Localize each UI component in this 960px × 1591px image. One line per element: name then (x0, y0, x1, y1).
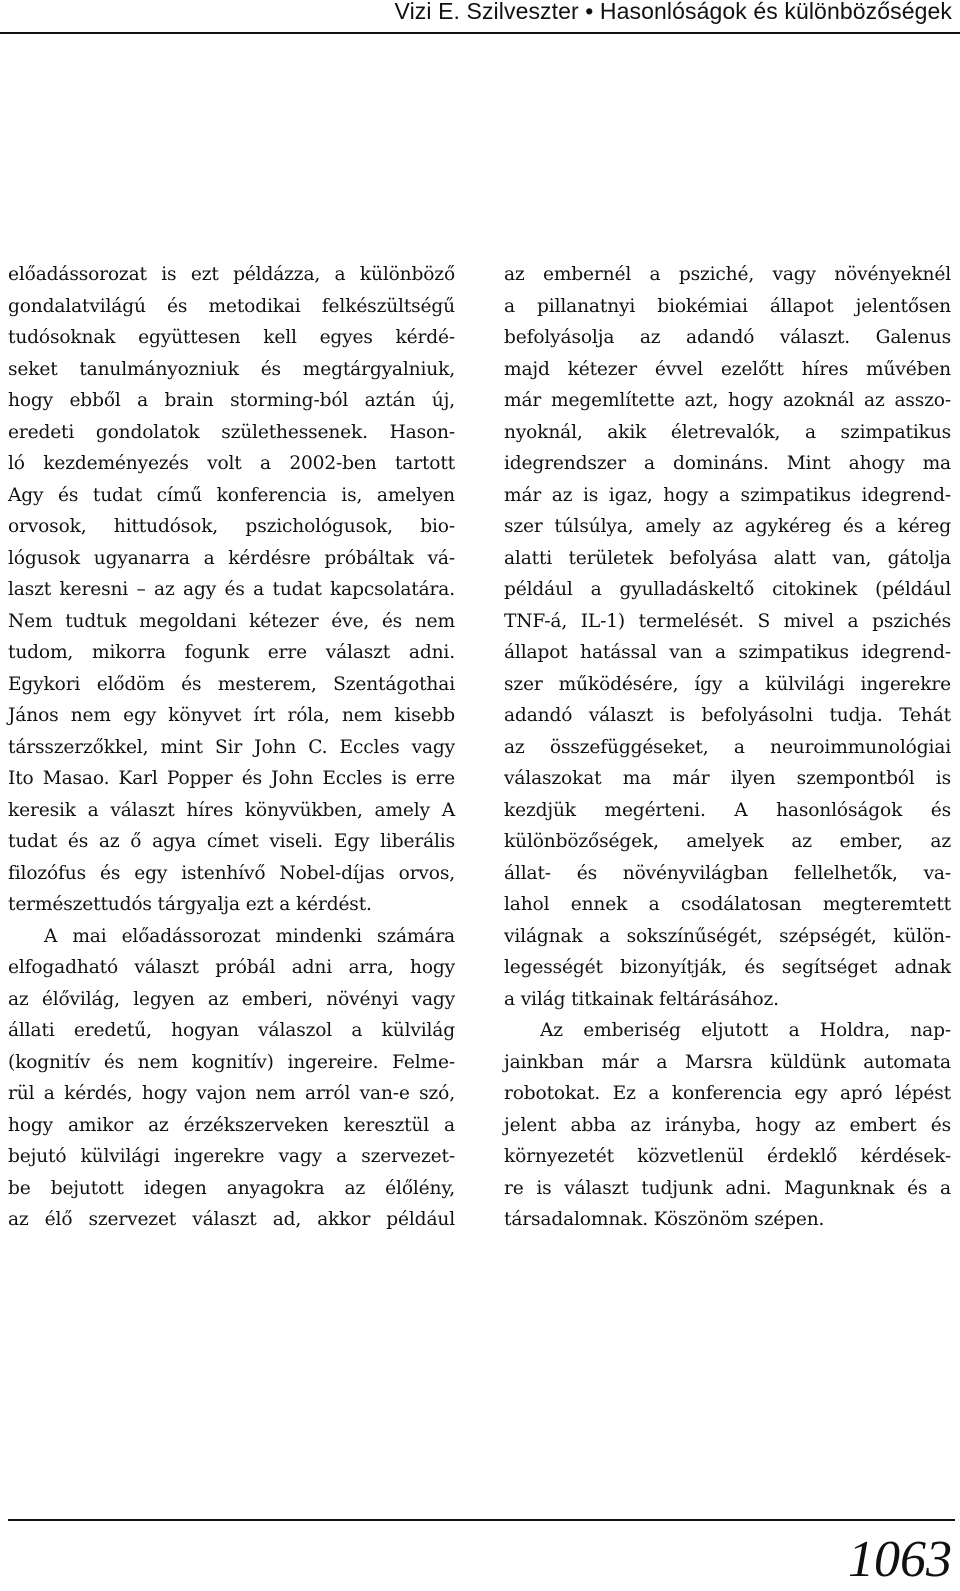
text-line: az embernél a psziché, vagy növényeknél (504, 264, 951, 285)
text-line: adandó választ is befolyásolni tudja. Tehát (504, 705, 951, 726)
text-line: eredeti gondolatok születhessenek. Hason- (8, 421, 455, 443)
text-line: Ito Masao. Karl Popper és John Eccles is erre (8, 768, 455, 789)
text-line: rül a kérdés, hogy vajon nem arról van-e szó, (8, 1083, 455, 1104)
running-title: Vizi E. Szilveszter • Hasonlóságok és különbözőségek (394, 0, 952, 24)
header-rule (0, 32, 960, 34)
text-line: Egykori elődöm és mesterem, Szentágothai (8, 673, 455, 695)
text-line: be bejutott idegen anyagokra az élőlény, (8, 1177, 455, 1199)
text-line: (kognitív és nem kognitív) ingereire. Felme- (8, 1051, 455, 1073)
text-line: ló kezdeményezés volt a 2002-ben tartott (8, 453, 455, 474)
text-line: az élővilág, legyen az emberi, növényi vagy (8, 988, 455, 1010)
text-line: környezetét közvetlenül érdeklő kérdések- (504, 1146, 951, 1167)
text-line: János nem egy könyvet írt róla, nem kisebb (8, 705, 455, 726)
text-line: már az is igaz, hogy a szimpatikus idegrend- (504, 484, 951, 506)
text-line: keresik a választ híres könyvükben, amely A (8, 799, 455, 821)
text-line: szer túlsúlya, amely az agykéreg és a kéreg (504, 516, 951, 537)
footer-rule (8, 1519, 955, 1521)
text-line: robotokat. Ez a konferencia egy apró lépést (504, 1083, 951, 1104)
text-line: társszerzőkkel, mint Sir John C. Eccles vagy (8, 736, 455, 758)
running-header (0, 0, 960, 30)
text-line: világnak a sokszínűségét, szépségét, külön- (504, 925, 951, 947)
text-line: jelent abba az irányba, hogy az embert és (504, 1114, 951, 1136)
text-line: már megemlítette azt, hogy azoknál az asszo- (504, 390, 951, 411)
text-line: a pillanatnyi biokémiai állapot jelentősen (504, 295, 951, 317)
text-line: lahol ennek a csodálatosan megteremtett (504, 894, 951, 915)
text-line: lógusok ugyanarra a kérdésre próbáltak vá- (8, 547, 455, 569)
text-line: majd kétezer évvel ezelőtt híres művében (504, 358, 951, 380)
text-line: legességét bizonyítják, és segítséget adnak (504, 957, 951, 978)
page-number: 1063 (848, 1531, 952, 1588)
text-line: jainkban már a Marsra küldünk automata (504, 1051, 951, 1073)
text-line: az összefüggéseket, a neuroimmunológiai (504, 736, 951, 758)
text-line: Nem tudtuk megoldani kétezer éve, és nem (8, 610, 455, 632)
paragraph-end-line: társadalomnak. Köszönöm szépen. (504, 1209, 825, 1230)
text-line: idegrendszer a domináns. Mint ahogy ma (504, 453, 951, 474)
text-line: kezdjük megérteni. A hasonlóságok és (504, 799, 951, 821)
text-line: nyoknál, akik életrevalók, a szimpatikus (504, 421, 951, 443)
text-line: elfogadható választ próbál adni arra, hogy (8, 957, 455, 978)
text-line: seket tanulmányozniuk és megtárgyalniuk, (8, 358, 455, 380)
text-line: Agy és tudat című konferencia is, amelyen (8, 484, 455, 506)
text-line: laszt keresni – az agy és a tudat kapcsolatára. (8, 579, 455, 600)
text-line: az élő szervezet választ ad, akkor például (8, 1209, 455, 1230)
right-column (504, 259, 951, 1236)
text-line: állat- és növényvilágban fellelhetők, va- (504, 862, 951, 884)
text-line: bejutó külvilági ingerekre vagy a szervezet- (8, 1146, 455, 1167)
text-line: előadássorozat is ezt példázza, a különböző (8, 264, 455, 285)
text-line: gondalatvilágú és metodikai felkészültségű (8, 295, 455, 317)
text-line: TNF-á, IL-1) termelését. S mivel a pszichés (504, 610, 951, 632)
text-line: hogy amikor az érzékszerveken keresztül a (8, 1114, 455, 1136)
text-line: tudósoknak együttesen kell egyes kérdé- (8, 327, 455, 348)
text-line: tudat és az ő agya címet viseli. Egy liberális (8, 831, 455, 852)
text-line: állapot hatással van a szimpatikus idegrend- (504, 642, 951, 663)
paragraph-end-line: a világ titkainak feltárásához. (504, 988, 779, 1010)
left-column (8, 259, 455, 1236)
paragraph-end-line: természettudós tárgyalja ezt a kérdést. (8, 894, 372, 915)
text-line: szer működésére, így a külvilági ingerekre (504, 673, 951, 695)
paragraph-start-line: Az emberiség eljutott a Holdra, nap- (540, 1020, 951, 1041)
text-line: különbözőségek, amelyek az ember, az (504, 831, 951, 852)
text-line: orvosok, hittudósok, pszichológusok, bio- (8, 516, 455, 537)
text-line: befolyásolja az adandó választ. Galenus (504, 327, 951, 348)
text-line: filozófus és egy istenhívő Nobel-díjas orvos, (8, 862, 455, 884)
text-line: hogy ebből a brain storming-ból aztán új, (8, 390, 455, 411)
text-line: például a gyulladáskeltő citokinek (például (504, 579, 951, 600)
text-line: állati eredetű, hogyan válaszol a külvilág (8, 1020, 455, 1041)
text-line: tudom, mikorra fogunk erre választ adni. (8, 642, 455, 663)
text-line: alatti területek befolyása alatt van, gátolja (504, 547, 951, 569)
text-line: válaszokat ma már ilyen szempontból is (504, 768, 951, 789)
text-line: re is választ tudjunk adni. Magunknak és a (504, 1177, 951, 1199)
paragraph-start-line: A mai előadássorozat mindenki számára (44, 925, 455, 947)
